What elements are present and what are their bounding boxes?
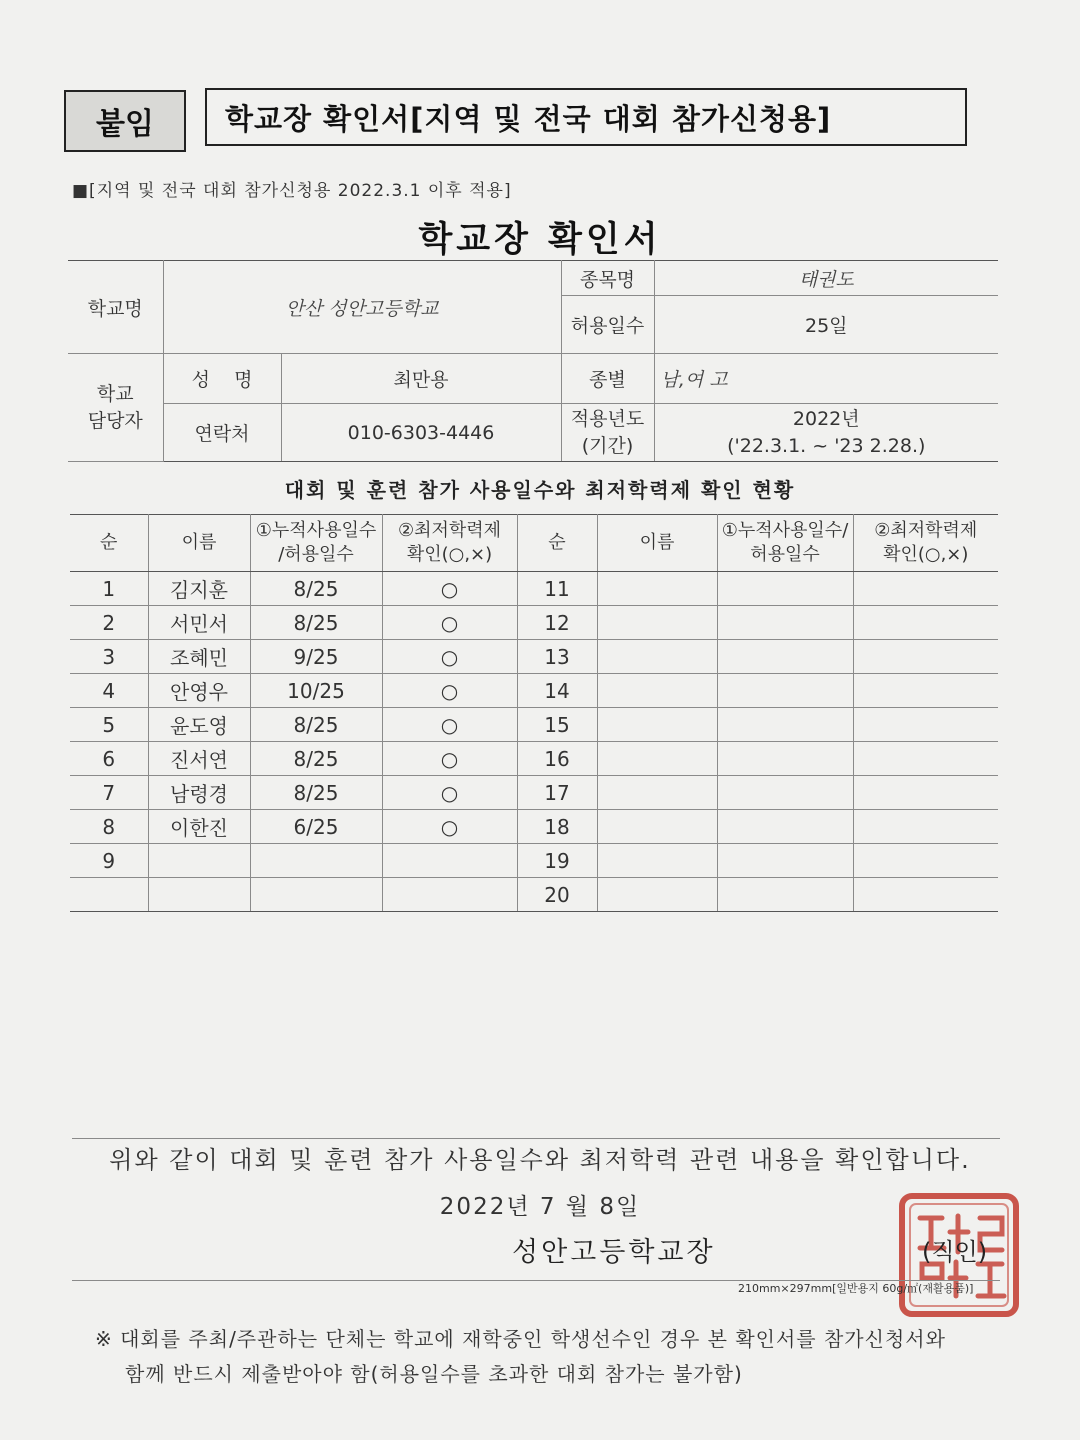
academic-check: ○ [382,708,517,742]
row-number-right: 16 [517,742,597,776]
student-name: 진서연 [148,742,250,776]
cumulative-days-right [717,742,853,776]
student-name: 남령경 [148,776,250,810]
student-name: 조혜민 [148,640,250,674]
row-number: 7 [70,776,148,810]
table-row [70,708,998,742]
student-name-right [597,742,717,776]
period-value: ('22.3.1. ~ '23 2.28.) [727,434,926,457]
academic-check [382,878,517,912]
cumulative-days: 8/25 [250,776,382,810]
applicability-note: ■[지역 및 전국 대회 참가신청용 2022.3.1 이후 적용] [72,181,512,201]
student-name: 안영우 [148,674,250,708]
cumulative-days: 10/25 [250,674,382,708]
allowed-days-label: 허용일수 [561,296,654,354]
gender-label: 종별 [561,354,654,404]
cumulative-days-right [717,674,853,708]
cumulative-days: 8/25 [250,742,382,776]
academic-check: ○ [382,776,517,810]
academic-check: ○ [382,810,517,844]
cumulative-days-right [717,640,853,674]
header-days: ①누적사용일수 /허용일수 [250,515,382,572]
cumulative-days-right [717,878,853,912]
document-headline: 학교장 확인서[지역 및 전국 대회 참가신청용] [205,88,967,146]
row-number [70,878,148,912]
table-row [70,606,998,640]
student-name: 윤도영 [148,708,250,742]
table-row [70,640,998,674]
academic-check-right [853,606,998,640]
issue-date: 2022년 7 월 8일 [439,1194,641,1220]
cumulative-days: 8/25 [250,606,382,640]
row-number-right: 18 [517,810,597,844]
table-row [70,572,998,606]
gender-value: 남,여 고 [654,354,998,404]
table-header-row [70,515,998,572]
table-title: 대회 및 훈련 참가 사용일수와 최저학력제 확인 현황 [284,478,796,502]
contact-label: 연락처 [163,404,281,462]
school-name-value: 안산 성안고등학교 [163,261,561,354]
student-name [148,844,250,878]
student-name-right [597,810,717,844]
academic-check-right [853,640,998,674]
row-number: 5 [70,708,148,742]
cumulative-days: 9/25 [250,640,382,674]
cumulative-days-right [717,606,853,640]
contact-value: 010-6303-4446 [281,404,561,462]
table-row [70,776,998,810]
academic-check-right [853,878,998,912]
academic-check-right [853,742,998,776]
table-row [70,742,998,776]
academic-check-right [853,674,998,708]
academic-check: ○ [382,640,517,674]
student-name-right [597,878,717,912]
row-number-right: 14 [517,674,597,708]
cumulative-days: 8/25 [250,708,382,742]
header-no: 순 [70,515,148,572]
row-number: 2 [70,606,148,640]
sport-label: 종목명 [561,261,654,296]
row-number-right: 19 [517,844,597,878]
paper-spec: 210mm×297mm[일반용지 60g/㎡(재활용품)] [738,1282,974,1295]
academic-check-right [853,572,998,606]
row-number-right: 11 [517,572,597,606]
academic-check-right [853,844,998,878]
cumulative-days-right [717,776,853,810]
allowed-days-value: 25일 [654,296,998,354]
student-name-right [597,640,717,674]
student-name-right [597,674,717,708]
footnote-line-2: 함께 반드시 제출받아야 함(허용일수를 초과한 대회 참가는 불가함) [125,1362,743,1386]
confirmation-text: 위와 같이 대회 및 훈련 참가 사용일수와 최저학력 관련 내용을 확인합니다. [109,1146,971,1174]
name-value: 최만용 [281,354,561,404]
row-number: 1 [70,572,148,606]
footer-top-divider [72,1138,1000,1139]
student-name-right [597,708,717,742]
student-name-right [597,844,717,878]
row-number: 8 [70,810,148,844]
academic-check [382,844,517,878]
row-number-right: 17 [517,776,597,810]
student-name-right [597,776,717,810]
row-number-right: 15 [517,708,597,742]
cumulative-days-right [717,810,853,844]
student-name: 서민서 [148,606,250,640]
header-name-right: 이름 [597,515,717,572]
cumulative-days-right [717,708,853,742]
school-name-label: 학교명 [68,261,163,354]
footnote [95,1322,946,1392]
header-check: ②최저학력제 확인(○,×) [382,515,517,572]
seal-label: (직인) [922,1238,988,1266]
cumulative-days-right [717,844,853,878]
header-no-right: 순 [517,515,597,572]
sport-value: 태권도 [654,261,998,296]
academic-check-right [853,708,998,742]
table-row [70,878,998,912]
year-value: 2022년 [792,407,860,430]
row-number: 6 [70,742,148,776]
row-number: 3 [70,640,148,674]
header-days-right: ①누적사용일수/ 허용일수 [717,515,853,572]
student-name: 이한진 [148,810,250,844]
cumulative-days-right [717,572,853,606]
attachment-tag: 붙임 [64,90,186,152]
school-info-table [68,260,998,462]
table-row [70,844,998,878]
student-name [148,878,250,912]
row-number-right: 13 [517,640,597,674]
row-number-right: 12 [517,606,597,640]
row-number: 9 [70,844,148,878]
name-label: 성 명 [163,354,281,404]
cumulative-days [250,878,382,912]
student-name: 김지훈 [148,572,250,606]
table-row [70,810,998,844]
year-cell [654,404,998,462]
page-title: 학교장 확인서 [418,220,662,260]
cumulative-days: 6/25 [250,810,382,844]
student-name-right [597,572,717,606]
usage-table [70,514,998,912]
year-label: 적용년도 (기간) [561,404,654,462]
academic-check-right [853,810,998,844]
academic-check: ○ [382,606,517,640]
academic-check-right [853,776,998,810]
manager-label: 학교 담당자 [68,354,163,462]
header-check-right: ②최저학력제 확인(○,×) [853,515,998,572]
cumulative-days [250,844,382,878]
student-name-right [597,606,717,640]
row-number-right: 20 [517,878,597,912]
academic-check: ○ [382,674,517,708]
academic-check: ○ [382,572,517,606]
row-number: 4 [70,674,148,708]
principal-name: 성안고등학교장 [512,1237,716,1268]
table-row [70,674,998,708]
cumulative-days: 8/25 [250,572,382,606]
academic-check: ○ [382,742,517,776]
header-name: 이름 [148,515,250,572]
footnote-line-1: ※ 대회를 주최/주관하는 단체는 학교에 재학중인 학생선수인 경우 본 확인서를 참가신청서와 [95,1327,946,1351]
